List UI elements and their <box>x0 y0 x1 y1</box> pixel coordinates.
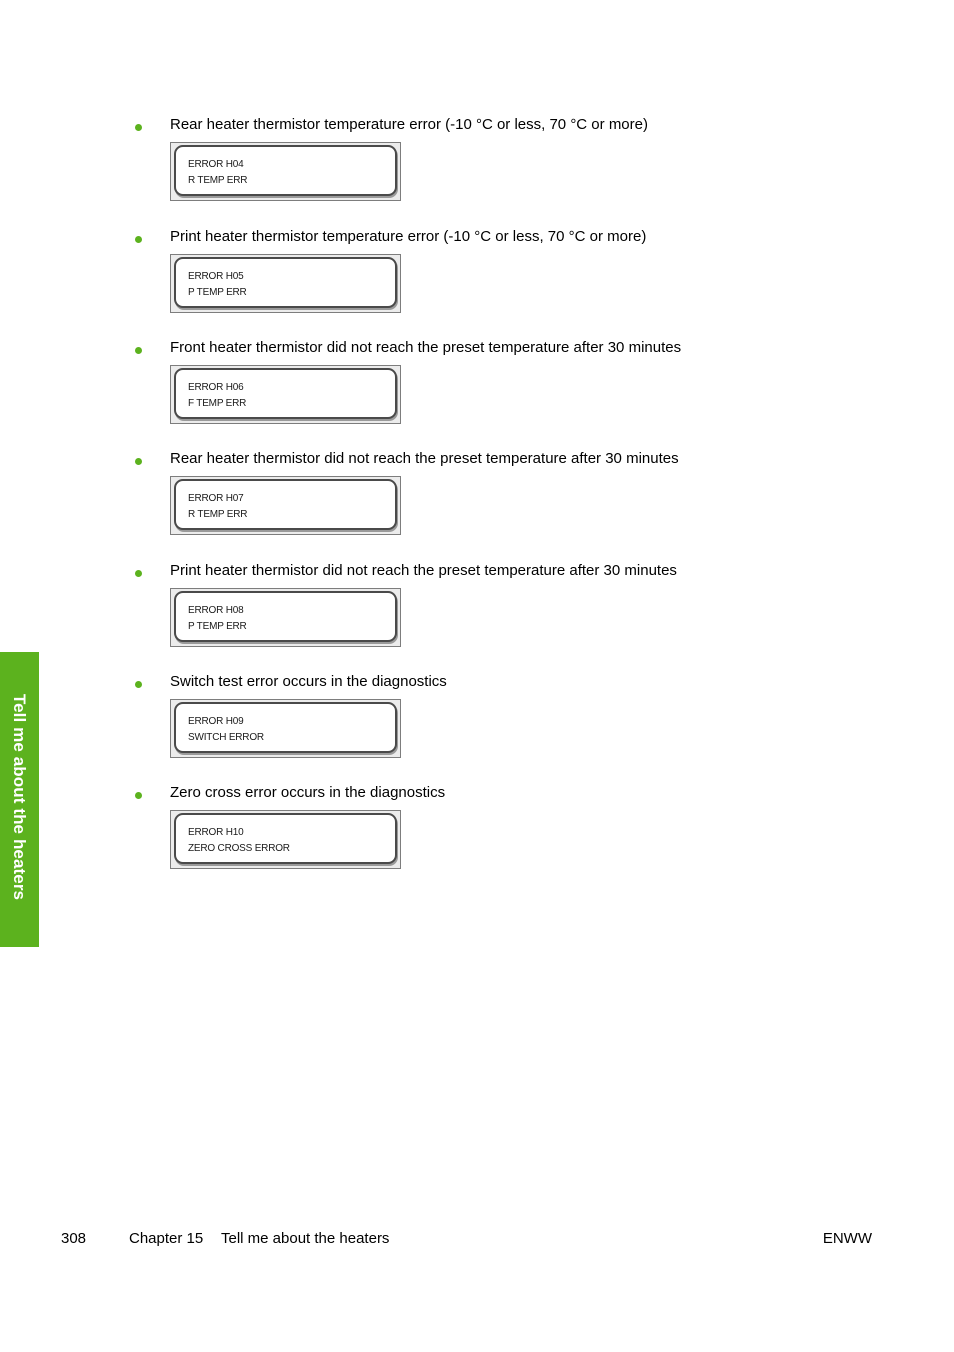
lcd-display-image <box>170 142 401 201</box>
lcd-line-2: F TEMP ERR <box>188 398 247 409</box>
bullet-icon <box>135 681 142 688</box>
lcd-display-image <box>170 476 401 535</box>
list-item <box>0 562 954 672</box>
list-item <box>0 339 954 449</box>
footer-chapter: Chapter 15 <box>129 1230 204 1247</box>
lcd-screen <box>174 813 397 864</box>
bullet-icon <box>135 347 142 354</box>
lcd-screen <box>174 702 397 753</box>
list-item-text: Front heater thermistor did not reach the preset temperature after 30 minutes <box>170 339 682 356</box>
list-item-text: Zero cross error occurs in the diagnostics <box>170 784 446 801</box>
lcd-line-1: ERROR H05 <box>188 271 244 282</box>
bullet-icon <box>135 458 142 465</box>
page-number: 308 <box>61 1230 87 1247</box>
lcd-line-2: P TEMP ERR <box>188 621 247 632</box>
lcd-screen <box>174 145 397 196</box>
bullet-icon <box>135 124 142 131</box>
lcd-screen <box>174 591 397 642</box>
lcd-line-2: ZERO CROSS ERROR <box>188 843 290 854</box>
side-chapter-tab-label: Tell me about the heaters <box>10 693 29 901</box>
lcd-line-2: R TEMP ERR <box>188 175 248 186</box>
list-item <box>0 784 954 894</box>
bullet-icon <box>135 570 142 577</box>
lcd-display-image <box>170 254 401 313</box>
list-item-text: Rear heater thermistor did not reach the preset temperature after 30 minutes <box>170 450 679 467</box>
footer-locale-code: ENWW <box>822 1230 872 1247</box>
lcd-display-image <box>170 365 401 424</box>
footer-chapter-title: Tell me about the heaters <box>221 1230 390 1247</box>
lcd-screen <box>174 368 397 419</box>
list-item-text: Switch test error occurs in the diagnostics <box>170 673 447 690</box>
list-item-text: Print heater thermistor temperature error (-10 °C or less, 70 °C or more) <box>170 228 647 245</box>
lcd-line-2: SWITCH ERROR <box>188 732 264 743</box>
lcd-line-2: R TEMP ERR <box>188 509 248 520</box>
lcd-display-image <box>170 588 401 647</box>
list-item <box>0 450 954 560</box>
list-item <box>0 116 954 226</box>
list-item <box>0 673 954 783</box>
bullet-icon <box>135 792 142 799</box>
lcd-line-1: ERROR H09 <box>188 716 244 727</box>
lcd-screen <box>174 257 397 308</box>
lcd-line-1: ERROR H08 <box>188 605 244 616</box>
lcd-screen <box>174 479 397 530</box>
bullet-icon <box>135 236 142 243</box>
list-item-text: Print heater thermistor did not reach the preset temperature after 30 minutes <box>170 562 677 579</box>
list-item-text: Rear heater thermistor temperature error (-10 °C or less, 70 °C or more) <box>170 116 648 133</box>
lcd-display-image <box>170 699 401 758</box>
lcd-line-1: ERROR H10 <box>188 827 244 838</box>
lcd-line-1: ERROR H07 <box>188 493 244 504</box>
lcd-display-image <box>170 810 401 869</box>
lcd-line-1: ERROR H06 <box>188 382 244 393</box>
lcd-line-2: P TEMP ERR <box>188 287 247 298</box>
lcd-line-1: ERROR H04 <box>188 159 244 170</box>
list-item <box>0 228 954 338</box>
